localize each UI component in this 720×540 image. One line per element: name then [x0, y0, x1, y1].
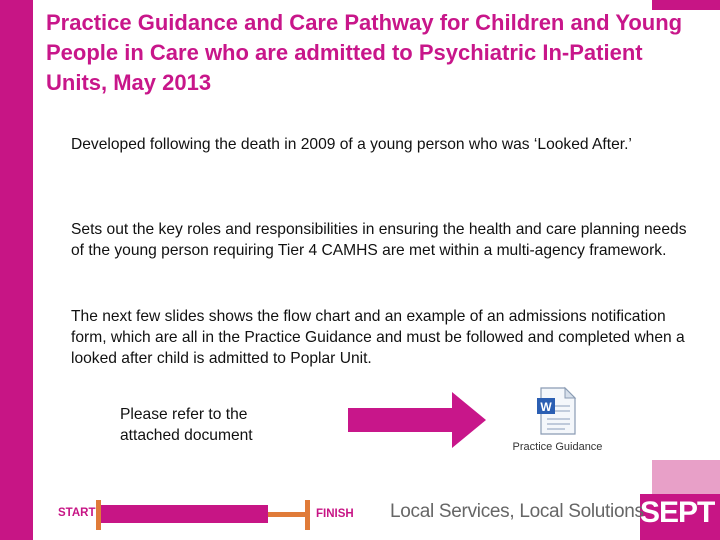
svg-text:W: W	[540, 400, 552, 414]
word-document-icon[interactable]	[535, 386, 577, 436]
paragraph-background: Developed following the death in 2009 of a young person who was ‘Looked After.’	[71, 136, 632, 153]
progress-bar	[0, 490, 360, 540]
sept-logo: SEPT	[640, 496, 715, 529]
right-arrow-icon	[348, 388, 488, 452]
attachment-caption[interactable]: Practice Guidance	[512, 441, 603, 453]
finish-label: FINISH	[316, 508, 354, 520]
paragraph-roles: Sets out the key roles and responsibilities in ensuring the health and care planning needs of the young person requiring Tier 4 CAMHS are met within a multi-agency framework.	[71, 221, 687, 259]
refer-text: Please refer to the attached document	[120, 406, 253, 444]
start-label: START	[58, 507, 96, 519]
slide-title: Practice Guidance and Care Pathway for Children and Young People in Care who are admitted to Psychiatric In-Patient Units, May 2013	[46, 10, 683, 95]
footer-tagline: Local Services, Local Solutions	[390, 501, 644, 522]
paragraph-next-slides: The next few slides shows the flow chart and an example of an admissions notification form, which are all in the Practice Guidance and must be followed and completed when a looked after child is admitted to Poplar Unit.	[71, 308, 685, 367]
